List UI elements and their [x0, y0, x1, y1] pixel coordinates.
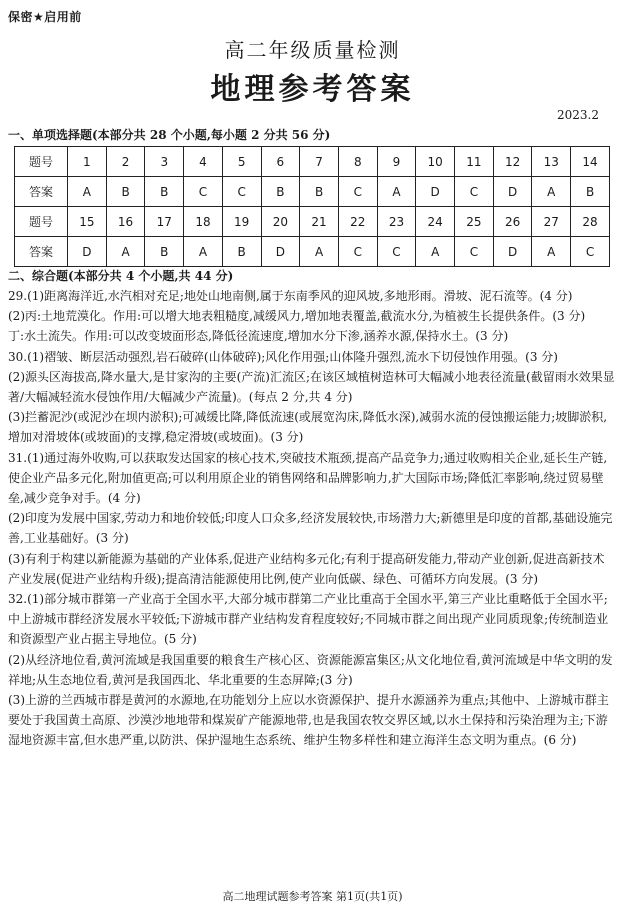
answer-cell: A	[184, 237, 223, 267]
answer-cell: C	[222, 177, 261, 207]
question-number-cell: 3	[145, 147, 184, 177]
question-number-cell: 21	[300, 207, 339, 237]
row-label-question: 题号	[15, 147, 68, 177]
q30-part2: (2)源头区海拔高,降水量大,是甘家沟的主要(产流)汇流区;在该区域植树造林可大幅减小地表径流量(截留雨水效果显著/大幅减轻流水侵蚀作用/大幅减少产流量)。(每点 2 分,共 4 分)	[8, 369, 615, 405]
q31-part1: 31.(1)通过海外收购,可以获取发达国家的核心技术,突破技术瓶颈,提高产品竞争力;通过收购相关企业,延长生产链,使企业产品多元化,附加值更高;可以利用原企业的销售网络和品牌影响力,扩大国际市场;降低汇率影响,绕过贸易壁垒,减少竞争对手。(4 分)	[8, 450, 608, 506]
row-label-question: 题号	[15, 207, 68, 237]
q30-part1: 30.(1)褶皱、断层活动强烈,岩石破碎(山体破碎);风化作用强;山体隆升强烈,流水下切侵蚀作用强。(3 分)	[8, 349, 558, 364]
q32-part2: (2)从经济地位看,黄河流域是我国重要的粮食生产核心区、资源能源富集区;从文化地位看,黄河流域是中华文明的发祥地;从生态地位看,黄河是我国西北、华北重要的生态屏障;(3 分)	[8, 652, 613, 687]
answer-cell: C	[338, 177, 377, 207]
q29-part3: 丁:水土流失。作用:可以改变坡面形态,降低径流速度,增加水分下渗,涵养水源,保持水土。(3 分)	[8, 329, 509, 344]
question-number-cell: 18	[184, 207, 223, 237]
question-number-cell: 11	[455, 147, 494, 177]
question-number-cell: 5	[222, 147, 261, 177]
answer-cell: C	[571, 237, 610, 267]
question-number-cell: 17	[145, 207, 184, 237]
answer-cell: D	[416, 177, 455, 207]
answer-cell: C	[455, 177, 494, 207]
q29-part2: (2)丙:土地荒漠化。作用:可以增大地表粗糙度,减缓风力,增加地表覆盖,截流水分,为植被生长提供条件。(3 分)	[8, 309, 586, 324]
question-number-cell: 25	[455, 207, 494, 237]
answer-cell: C	[377, 237, 416, 267]
question-number-cell: 4	[184, 147, 223, 177]
q29-part1: 29.(1)距离海洋近,水汽相对充足;地处山地南侧,属于东南季风的迎风坡,多地形雨。滑坡、泥石流等。(4 分)	[8, 289, 573, 303]
question-number-cell: 24	[416, 207, 455, 237]
answer-cell: D	[493, 177, 532, 207]
answer-cell: A	[532, 237, 571, 267]
question-number-cell: 20	[261, 207, 300, 237]
answer-cell: D	[493, 237, 532, 267]
answer-cell: A	[377, 177, 416, 207]
document-title: 地理参考答案	[210, 72, 415, 107]
exam-title: 高二年级质量检测	[224, 38, 401, 62]
answer-cell: B	[222, 237, 261, 267]
answer-cell: B	[261, 177, 300, 207]
answer-cell: C	[455, 237, 494, 267]
section1-heading: 一、单项选择题(本部分共 28 个小题,每小题 2 分共 56 分)	[8, 128, 331, 142]
q32-part3: (3)上游的兰西城市群是黄河的水源地,在功能划分上应以水资源保护、提升水源涵养为重点;其他中、上游城市群主要处于我国黄土高原、沙漠沙地地带和煤炭矿产能源地带,也是我国农牧交界区域,以水土保持和污染治理为主;下游湿地资源丰富,但水患严重,以防洪、保护湿地生态系统、维护生物多样性和建立海洋生态文明为重点。(6 分)	[8, 693, 609, 748]
answer-cell: B	[300, 177, 339, 207]
answer-row	[15, 177, 610, 207]
q31-part2: (2)印度为发展中国家,劳动力和地价较低;印度人口众多,经济发展较快,市场潜力大;新德里是印度的首都,基础设施完善,工业基础好。(3 分)	[8, 511, 613, 546]
question-number-cell: 22	[338, 207, 377, 237]
q31-part3: (3)有利于构建以新能源为基础的产业体系,促进产业结构多元化;有利于提高研发能力,带动产业创新,促进高新技术产业发展(促进产业结构升级);提高清洁能源使用比例,使产业向低碳、绿色、可循环方向发展。(3 分)	[8, 551, 605, 586]
question-number-cell: 28	[571, 207, 610, 237]
answer-cell: A	[106, 237, 145, 267]
section2-heading: 二、综合题(本部分共 4 个小题,共 44 分)	[8, 269, 234, 283]
confidential-label: 保密★启用前	[8, 10, 82, 24]
answer-cell: D	[68, 237, 107, 267]
date-label: 2023.2	[557, 108, 599, 122]
q32-part1: 32.(1)部分城市群第一产业高于全国水平,大部分城市群第二产业比重高于全国水平,第三产业比重略低于全国水平;中上游城市群经济发展水平较低;下游城市群产业结构发育程度较好;不同城市群之间出现产业同质现象;传统制造业和资源型产业占据主导地位。(5 分)	[8, 592, 609, 647]
page-footer: 高二地理试题参考答案 第1页(共1页)	[222, 890, 403, 903]
question-number-cell: 8	[338, 147, 377, 177]
question-number-cell: 1	[68, 147, 107, 177]
question-number-cell: 6	[261, 147, 300, 177]
question-number-cell: 16	[106, 207, 145, 237]
answer-row	[15, 237, 610, 267]
question-number-cell: 13	[532, 147, 571, 177]
answer-cell: B	[571, 177, 610, 207]
question-number-cell: 23	[377, 207, 416, 237]
answer-cell: B	[106, 177, 145, 207]
answer-cell: B	[145, 237, 184, 267]
answer-cell: D	[261, 237, 300, 267]
question-number-cell: 14	[571, 147, 610, 177]
answer-cell: B	[145, 177, 184, 207]
question-number-cell: 10	[416, 147, 455, 177]
question-number-cell: 19	[222, 207, 261, 237]
answer-cell: A	[532, 177, 571, 207]
row-label-answer: 答案	[15, 237, 68, 267]
answer-cell: C	[338, 237, 377, 267]
question-number-cell: 2	[106, 147, 145, 177]
essay-answers	[8, 286, 616, 751]
answer-table	[14, 146, 610, 267]
question-number-cell: 26	[493, 207, 532, 237]
question-number-cell: 27	[532, 207, 571, 237]
answer-cell: A	[68, 177, 107, 207]
q30-part3: (3)拦蓄泥沙(或泥沙在坝内淤积);可减缓比降,降低流速(或展宽沟床,降低水深),减弱水流的侵蚀搬运能力;坡脚淤积,增加对滑坡体(或坡面)的支撑,稳定滑坡(或坡面)。(3 分)	[8, 410, 608, 445]
row-label-answer: 答案	[15, 177, 68, 207]
question-number-cell: 9	[377, 147, 416, 177]
question-number-cell: 15	[68, 207, 107, 237]
question-number-cell: 12	[493, 147, 532, 177]
question-number-row	[15, 207, 610, 237]
question-number-row	[15, 147, 610, 177]
question-number-cell: 7	[300, 147, 339, 177]
answer-cell: A	[300, 237, 339, 267]
answer-cell: A	[416, 237, 455, 267]
answer-cell: C	[184, 177, 223, 207]
